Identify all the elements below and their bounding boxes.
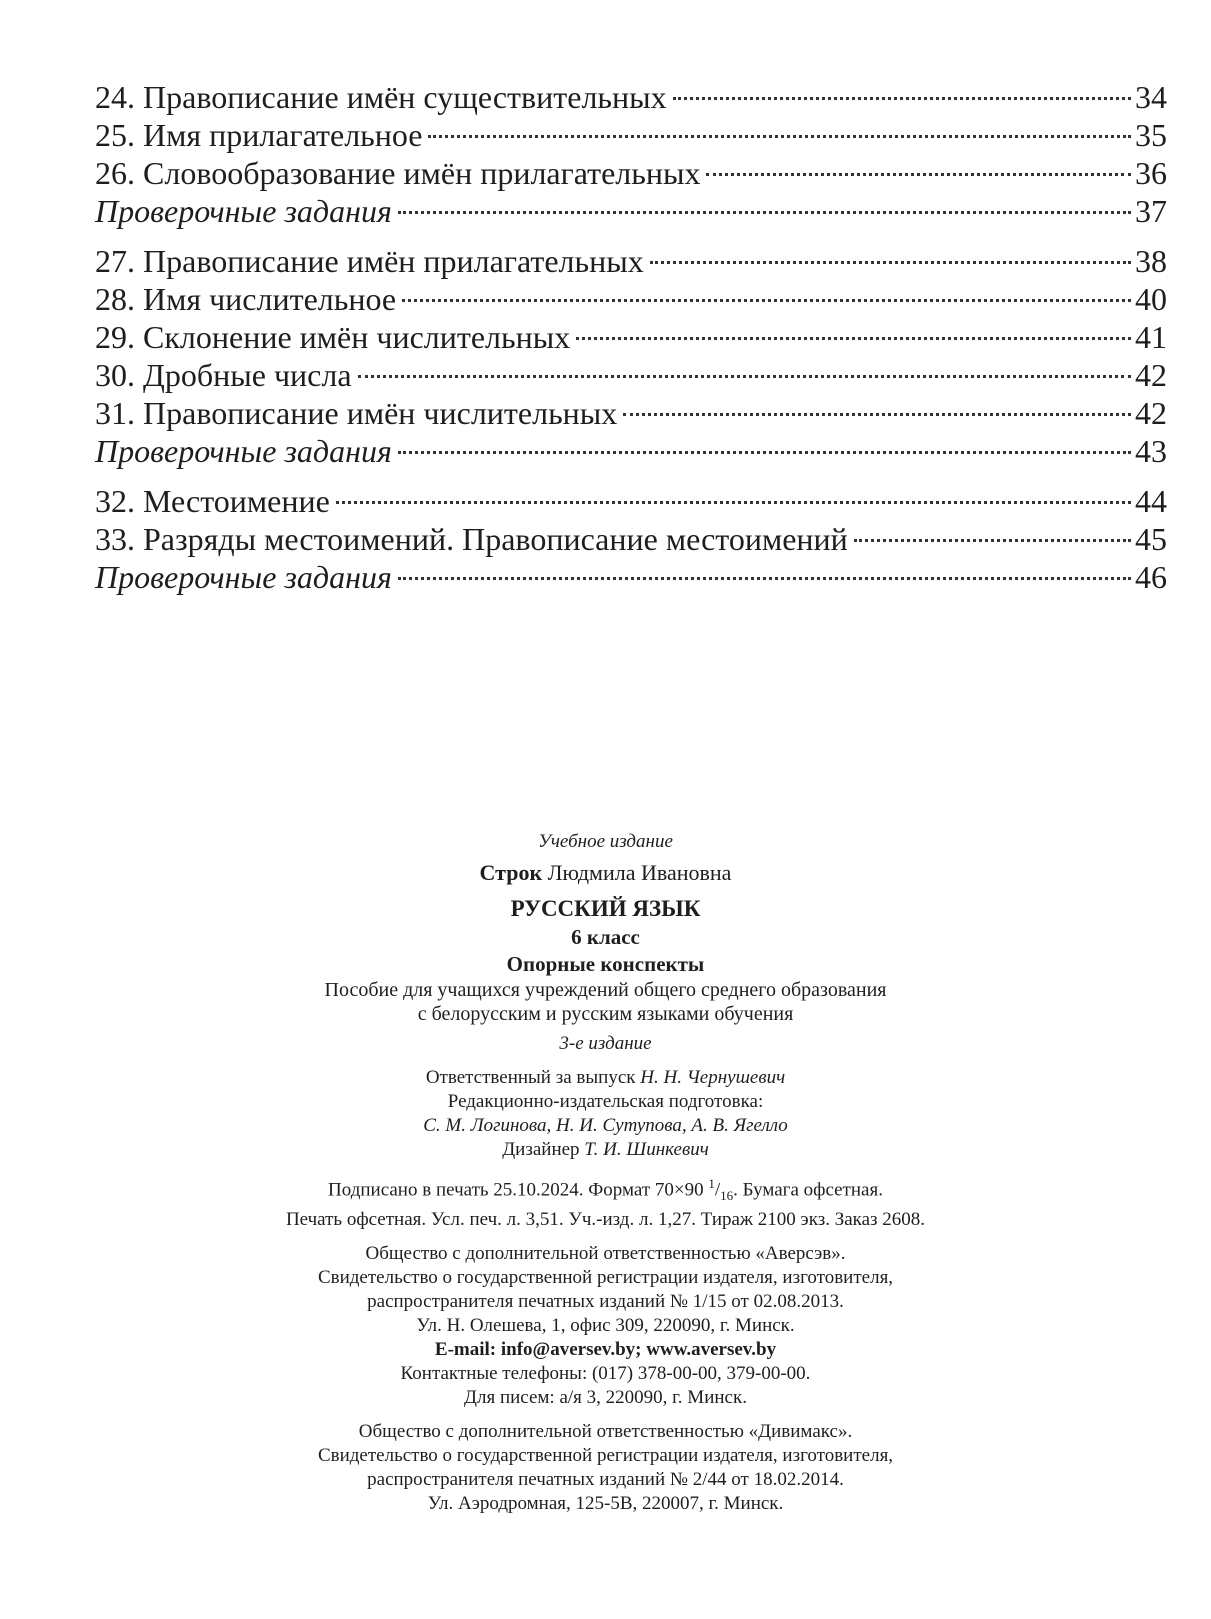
editorial-label: Редакционно-издательская подготовка: — [447, 1091, 764, 1112]
toc-leader-dots — [402, 299, 1131, 302]
toc-entry — [95, 116, 1167, 154]
toc-leader-dots — [854, 539, 1131, 542]
toc-leader-dots — [358, 375, 1131, 378]
toc-leader-dots — [673, 97, 1131, 100]
print-line-1a: Подписано в печать 25.10.2024. Формат 70×90 — [328, 1179, 709, 1201]
responsible-label: Ответственный за выпуск — [425, 1067, 636, 1088]
toc-entry — [95, 280, 1167, 318]
print-line-1b: . Бумага офсетная. — [733, 1179, 883, 1201]
toc-entry — [95, 154, 1167, 192]
printer-2: Свидетельство о государственной регистрации издателя, изготовителя, — [317, 1445, 894, 1467]
toc-entry-title: 28. Имя числительное — [95, 281, 397, 317]
print-line-2: Печать офсетная. Усл. печ. л. 3,51. Уч.-изд. л. 1,27. Тираж 2100 экз. Заказ 2608. — [285, 1209, 926, 1231]
edition-number: 3-е издание — [559, 1033, 652, 1054]
designer-name: Т. И. Шинкевич — [584, 1139, 709, 1160]
toc-entry-page: 42 — [1135, 357, 1167, 393]
toc-entry-title: 27. Правописание имён прилагательных — [95, 243, 644, 279]
toc-leader-dots — [428, 135, 1131, 138]
toc-entry-page: 36 — [1135, 155, 1167, 191]
author — [0, 858, 1211, 888]
toc-leader-dots — [650, 261, 1131, 264]
toc-entry-page: 43 — [1135, 433, 1167, 469]
toc-entry-page: 34 — [1135, 79, 1167, 115]
toc-entry — [95, 192, 1167, 230]
toc-entry-title: Проверочные задания — [95, 559, 392, 595]
imprint-block — [0, 830, 1211, 1516]
toc-entry-title: 29. Склонение имён числительных — [95, 319, 571, 355]
table-of-contents — [95, 78, 1167, 596]
toc-leader-dots — [398, 451, 1131, 454]
format-fraction-den: 16 — [720, 1188, 734, 1204]
toc-entry-page: 35 — [1135, 117, 1167, 153]
description-line-2: с белорусским и русским языками обучения — [417, 1003, 794, 1025]
toc-entry-page: 44 — [1135, 483, 1167, 519]
printer-3: распространителя печатных изданий № 2/44 от 18.02.2014. — [367, 1469, 844, 1491]
toc-entry — [95, 482, 1167, 520]
grade: 6 класс — [571, 925, 640, 949]
toc-leader-dots — [398, 577, 1131, 580]
toc-entry-title: Проверочные задания — [95, 433, 392, 469]
toc-entry-title: 30. Дробные числа — [95, 357, 352, 393]
toc-entry — [95, 394, 1167, 432]
toc-entry-title: 31. Правописание имён числительных — [95, 395, 618, 431]
publisher-2: Свидетельство о государственной регистрации издателя, изготовителя, — [317, 1267, 894, 1289]
toc-entry — [95, 78, 1167, 116]
toc-entry — [95, 356, 1167, 394]
toc-entry-title: 24. Правописание имён существительных — [95, 79, 667, 115]
toc-entry-page: 40 — [1135, 281, 1167, 317]
toc-entry — [95, 520, 1167, 558]
format-fraction-num: 1 — [708, 1176, 715, 1191]
description-line-1: Пособие для учащихся учреждений общего среднего образования — [324, 979, 887, 1001]
toc-entry-title: 32. Местоимение — [95, 483, 330, 519]
designer-label: Дизайнер — [502, 1139, 580, 1160]
designer-line — [0, 1138, 1211, 1162]
toc-entry-page: 38 — [1135, 243, 1167, 279]
responsible-name: Н. Н. Чернушевич — [640, 1067, 786, 1088]
toc-leader-dots — [623, 413, 1131, 416]
toc-entry — [95, 318, 1167, 356]
toc-entry — [95, 432, 1167, 470]
editors: С. М. Логинова, Н. И. Сутупова, А. В. Ягелло — [423, 1115, 788, 1136]
subtitle: Опорные конспекты — [506, 952, 705, 976]
print-line-1 — [0, 1172, 1211, 1208]
toc-entry — [95, 558, 1167, 596]
toc-entry-page: 37 — [1135, 193, 1167, 229]
toc-leader-dots — [706, 173, 1131, 176]
toc-entry-title: 33. Разряды местоимений. Правописание местоимений — [95, 521, 848, 557]
toc-entry-title: 26. Словообразование имён прилагательных — [95, 155, 701, 191]
book-title: РУССКИЙ ЯЗЫК — [510, 896, 701, 921]
author-surname: Строк — [479, 860, 543, 885]
responsible-line — [0, 1066, 1211, 1090]
printer-1: Общество с дополнительной ответственностью «Дивимакс». — [358, 1421, 853, 1443]
toc-leader-dots — [336, 501, 1131, 504]
toc-entry — [95, 242, 1167, 280]
author-name: Людмила Ивановна — [547, 860, 732, 885]
toc-entry-page: 45 — [1135, 521, 1167, 557]
toc-leader-dots — [576, 337, 1131, 340]
toc-entry-title: Проверочные задания — [95, 193, 392, 229]
publisher-4: Ул. Н. Олешева, 1, офис 309, 220090, г. Минск. — [416, 1315, 795, 1337]
format-fraction-sep: / — [714, 1179, 721, 1201]
publisher-3: распространителя печатных изданий № 1/15 от 02.08.2013. — [367, 1291, 844, 1313]
toc-entry-title: 25. Имя прилагательное — [95, 117, 423, 153]
publisher-mail: Для писем: а/я 3, 220090, г. Минск. — [464, 1387, 747, 1409]
toc-entry-page: 42 — [1135, 395, 1167, 431]
printer-4: Ул. Аэродромная, 125-5В, 220007, г. Минск. — [427, 1493, 784, 1515]
toc-entry-page: 46 — [1135, 559, 1167, 595]
toc-leader-dots — [398, 211, 1131, 214]
publisher-phones: Контактные телефоны: (017) 378-00-00, 379-00-00. — [400, 1363, 811, 1385]
publisher-email: E-mail: info@aversev.by; www.aversev.by — [434, 1339, 777, 1361]
toc-entry-page: 41 — [1135, 319, 1167, 355]
edition-type: Учебное издание — [538, 831, 673, 852]
publisher-1: Общество с дополнительной ответственностью «Аверсэв». — [365, 1243, 846, 1265]
